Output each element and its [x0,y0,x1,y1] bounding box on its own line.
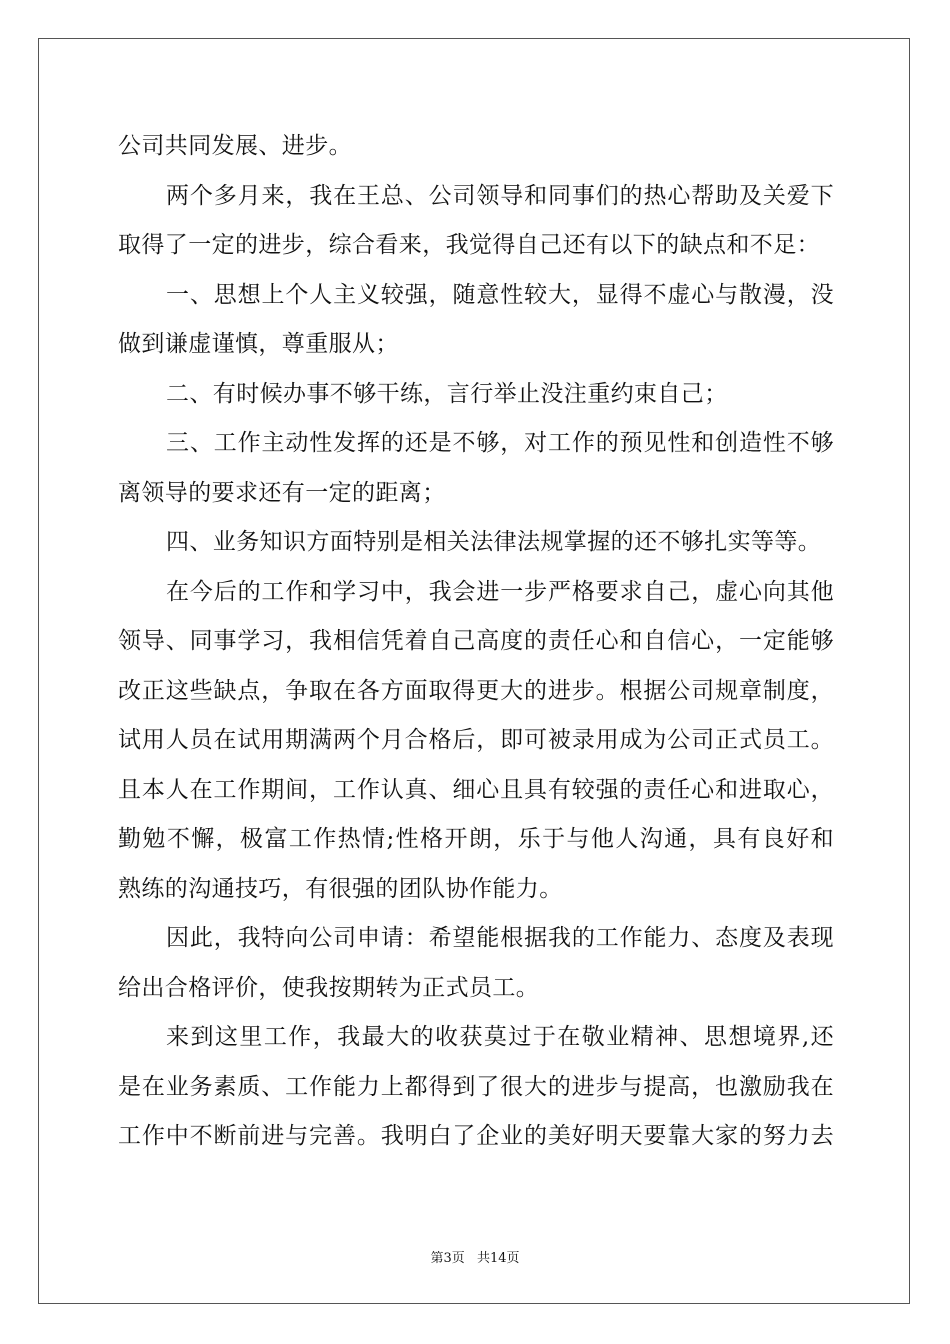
text-line: 三、工作主动性发挥的还是不够，对工作的预见性和创造性不够 [166,430,834,456]
text-line: 领导、同事学习，我相信凭着自己高度的责任心和自信心，一定能够 [118,628,834,654]
text-line: 离领导的要求还有一定的距离； [118,479,446,506]
page-number: 第3页 [430,1251,465,1266]
text-line: 一、思想上个人主义较强，随意性较大，显得不虚心与散漫，没 [166,281,834,308]
page-total: 共14页 [476,1251,520,1266]
text-line: 是在业务素质、工作能力上都得到了很大的进步与提高，也激励我在 [118,1073,834,1100]
text-line: 因此，我特向公司申请：希望能根据我的工作能力、态度及表现 [166,925,834,951]
text-line: 在今后的工作和学习中，我会进一步严格要求自己，虚心向其他 [166,578,834,605]
text-line: 给出合格评价，使我按期转为正式员工。 [118,974,540,1001]
document-body [118,122,834,1162]
text-line: 四、业务知识方面特别是相关法律法规掌握的还不够扎实等等。 [166,529,822,555]
text-line: 工作中不断前进与完善。我明白了企业的美好明天要靠大家的努力去 [118,1123,834,1149]
text-line: 勤勉不懈，极富工作热情;性格开朗，乐于与他人沟通，具有良好和 [118,826,834,852]
text-line: 且本人在工作期间，工作认真、细心且具有较强的责任心和进取心， [118,776,834,803]
text-line: 取得了一定的进步，综合看来，我觉得自己还有以下的缺点和不足： [118,232,820,258]
text-line: 做到谦虚谨慎，尊重服从； [118,331,399,357]
text-line: 两个多月来，我在王总、公司领导和同事们的热心帮助及关爱下 [166,182,834,209]
page-footer [0,1247,950,1266]
text-line: 公司共同发展、进步。 [118,133,352,159]
text-line: 改正这些缺点，争取在各方面取得更大的进步。根据公司规章制度， [118,677,834,704]
text-line: 熟练的沟通技巧，有很强的团队协作能力。 [118,875,563,902]
text-line: 试用人员在试用期满两个月合格后，即可被录用成为公司正式员工。 [118,727,834,753]
text-line: 来到这里工作，我最大的收获莫过于在敬业精神、思想境界,还 [166,1024,834,1050]
text-line: 二、有时候办事不够干练，言行举止没注重约束自己； [166,380,728,407]
